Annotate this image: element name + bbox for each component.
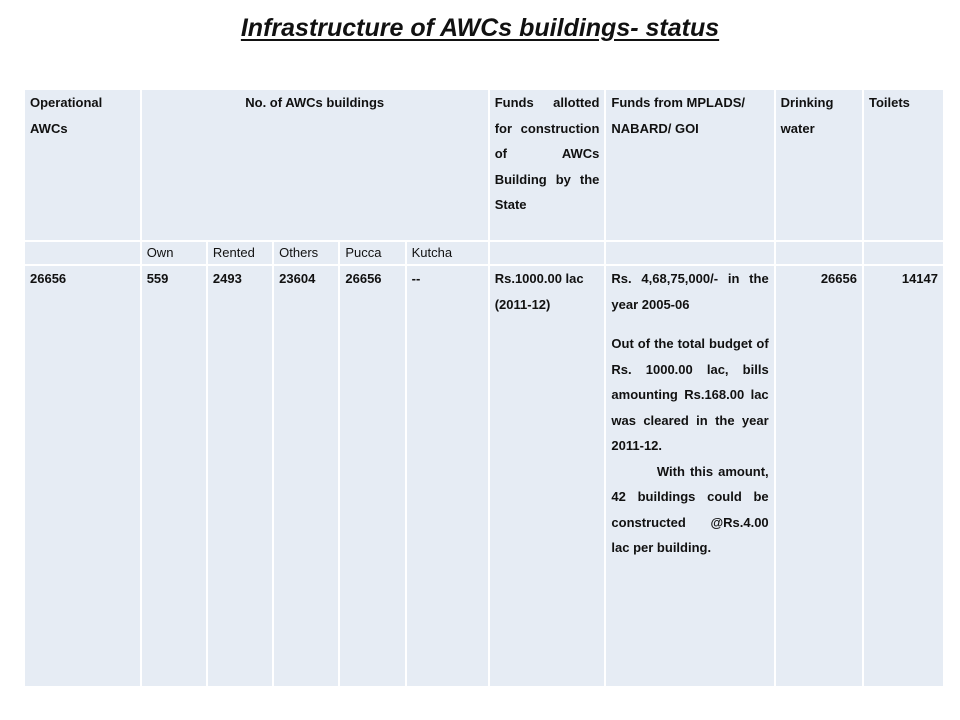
header-toilets: Toilets bbox=[863, 89, 944, 241]
cell-funds-mplads bbox=[605, 265, 774, 687]
paragraph-gap bbox=[611, 317, 768, 331]
cell-operational: 26656 bbox=[24, 265, 141, 687]
cell-pucca: 26656 bbox=[339, 265, 405, 687]
table-subheader-row bbox=[24, 241, 944, 265]
subheader-empty-cell bbox=[775, 241, 863, 265]
funds-mplads-paragraph-1: Rs. 4,68,75,000/- in the year 2005-06 bbox=[611, 271, 769, 312]
cell-funds-state: Rs.1000.00 lac (2011-12) bbox=[489, 265, 606, 687]
cell-others: 23604 bbox=[273, 265, 339, 687]
header-funds-state: Funds allotted for construction of AWCs Building by the State bbox=[489, 89, 606, 241]
subheader-own: Own bbox=[141, 241, 207, 265]
header-no-of-awcs-buildings: No. of AWCs buildings bbox=[141, 89, 489, 241]
subheader-empty-cell bbox=[24, 241, 141, 265]
subheader-kutcha: Kutcha bbox=[406, 241, 489, 265]
page-title: Infrastructure of AWCs buildings- status bbox=[240, 14, 720, 42]
funds-mplads-paragraph-2: Out of the total budget of Rs. 1000.00 lac, bills amounting Rs.168.00 lac was cleared in the year 2011-12. bbox=[611, 336, 769, 453]
subheader-empty-cell bbox=[605, 241, 774, 265]
header-drinking-water: Drinking water bbox=[775, 89, 863, 241]
subheader-others: Others bbox=[273, 241, 339, 265]
table-row bbox=[24, 265, 944, 687]
table-header-row bbox=[24, 89, 944, 241]
cell-kutcha: -- bbox=[406, 265, 489, 687]
subheader-pucca: Pucca bbox=[339, 241, 405, 265]
cell-toilets: 14147 bbox=[863, 265, 944, 687]
subheader-empty-cell bbox=[863, 241, 944, 265]
funds-mplads-paragraph-3: With this amount, 42 buildings could be constructed @Rs.4.00 lac per building. bbox=[611, 463, 769, 555]
cell-own: 559 bbox=[141, 265, 207, 687]
cell-drinking-water: 26656 bbox=[775, 265, 863, 687]
header-operational-awcs: Operational AWCs bbox=[24, 89, 141, 241]
awc-infrastructure-table bbox=[23, 88, 945, 688]
subheader-empty-cell bbox=[489, 241, 606, 265]
header-funds-mplads: Funds from MPLADS/ NABARD/ GOI bbox=[605, 89, 774, 241]
cell-rented: 2493 bbox=[207, 265, 273, 687]
subheader-rented: Rented bbox=[207, 241, 273, 265]
